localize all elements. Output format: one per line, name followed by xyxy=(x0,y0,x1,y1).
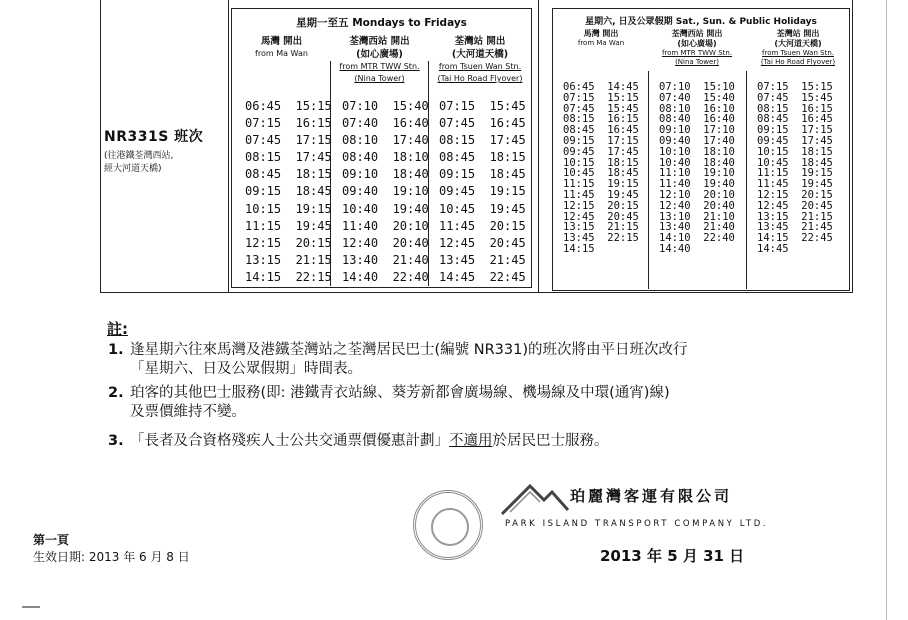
time-row: 14:45 22:45 xyxy=(439,269,526,284)
time-row: 08:10 17:40 xyxy=(342,133,429,148)
company-logo-icon xyxy=(500,476,570,518)
time-row: 09:15 18:45 xyxy=(439,167,526,182)
time-row: 11:40 19:40 xyxy=(659,178,735,191)
time-row: 13:40 21:40 xyxy=(659,221,735,234)
time-row: 11:45 19:45 xyxy=(757,178,833,191)
weekend-panel xyxy=(552,8,850,291)
time-row: 11:45 19:45 xyxy=(563,188,639,201)
time-row: 10:15 18:15 xyxy=(563,156,639,169)
issue-date: 2013 年 5 月 31 日 xyxy=(600,547,745,565)
time-row: 14:10 22:40 xyxy=(659,232,735,245)
note-emphasis: 不適用 xyxy=(449,433,493,449)
col-heading-zh-2: (如心廣場) xyxy=(356,49,403,60)
col-heading-zh: 荃灣站 開出 xyxy=(776,29,820,38)
time-row: 12:40 20:40 xyxy=(342,235,429,250)
col-heading-zh: 荃灣站 開出 xyxy=(454,36,506,47)
time-row: 14:15 22:15 xyxy=(245,269,332,284)
company-name-zh: 珀麗灣客運有限公司 xyxy=(570,487,733,505)
time-row: 11:15 19:45 xyxy=(245,218,332,233)
route-subtitle-1: (往港鐵荃灣西站, xyxy=(104,151,174,161)
note-item-3: 3. 「長者及合資格殘疾人士公共交通票價優惠計劃」不適用於居民巴士服務。 xyxy=(108,433,609,449)
time-row: 09:45 17:45 xyxy=(757,134,833,147)
weekday-col-mawan xyxy=(234,35,329,60)
time-row: 13:40 21:40 xyxy=(342,252,429,267)
col-heading-en: from Tsuen Wan Stn. xyxy=(438,62,522,71)
col-divider xyxy=(746,71,747,289)
time-row: 10:10 18:10 xyxy=(659,145,735,158)
time-row: 14:15 xyxy=(563,242,595,255)
company-name-en: PARK ISLAND TRANSPORT COMPANY LTD. xyxy=(505,519,769,529)
col-heading-en-2: (Tai Ho Road Flyover) xyxy=(760,58,836,66)
time-row: 11:10 19:10 xyxy=(659,167,735,180)
weekend-col-mawan xyxy=(555,29,647,48)
col-heading-zh: 馬灣 開出 xyxy=(260,36,303,47)
weekday-times-tw xyxy=(439,99,526,287)
weekday-header: 星期一至五 Mondays to Fridays xyxy=(296,17,467,29)
time-row: 12:10 20:10 xyxy=(659,188,735,201)
time-row: 08:45 16:45 xyxy=(563,124,639,137)
page-edge xyxy=(886,0,887,620)
route-subtitle-2: 經大河道天橋) xyxy=(104,164,162,174)
weekday-times-tww xyxy=(342,99,429,287)
time-row: 07:15 16:15 xyxy=(245,116,332,131)
time-row: 09:10 17:10 xyxy=(659,124,735,137)
col-heading-en: from Ma Wan xyxy=(255,49,308,58)
time-row: 07:15 15:45 xyxy=(439,99,526,113)
time-row: 14:15 22:45 xyxy=(757,232,833,245)
col-heading-zh: 馬灣 開出 xyxy=(583,29,619,38)
time-row: 07:45 16:45 xyxy=(439,116,526,131)
weekday-col-tw xyxy=(430,35,530,85)
notes-title: 註: xyxy=(107,320,128,338)
time-row: 11:45 20:15 xyxy=(439,218,526,233)
effective-date: 生效日期: 2013 年 6 月 8 日 xyxy=(33,550,190,564)
time-row: 07:15 15:15 xyxy=(563,91,639,104)
time-row: 10:45 19:45 xyxy=(439,201,526,216)
time-row: 09:15 17:15 xyxy=(757,124,833,137)
time-row: 11:15 19:15 xyxy=(563,178,639,191)
time-row: 13:15 21:15 xyxy=(563,221,639,234)
weekend-col-tww xyxy=(649,29,745,67)
weekday-panel xyxy=(231,8,532,288)
col-heading-zh: 荃灣西站 開出 xyxy=(671,29,723,38)
col-heading-zh-2: (大河道天橋) xyxy=(451,49,509,60)
time-row: 08:40 18:10 xyxy=(342,150,429,165)
note-text: 「長者及合資格殘疾人士公共交通票價優惠計劃」 xyxy=(130,433,449,449)
weekend-header: 星期六, 日及公眾假期 Sat., Sun. & Public Holidays xyxy=(585,17,817,27)
time-row: 12:40 20:40 xyxy=(659,199,735,212)
time-row: 10:40 19:40 xyxy=(342,201,429,216)
col-heading-zh-2: (大河道天橋) xyxy=(774,39,822,48)
note-text-end: 於居民巴士服務。 xyxy=(492,433,609,449)
time-row: 07:40 15:40 xyxy=(659,91,735,104)
time-row: 06:45 14:45 xyxy=(563,81,639,93)
company-seal-icon xyxy=(413,490,483,560)
weekend-times-tww xyxy=(659,81,735,254)
time-row: 10:15 19:15 xyxy=(245,201,332,216)
time-row: 12:15 20:15 xyxy=(245,235,332,250)
time-row: 09:15 17:15 xyxy=(563,134,639,147)
time-row: 08:15 16:15 xyxy=(563,113,639,126)
route-title: NR331S 班次 xyxy=(104,129,204,145)
time-row: 11:40 20:10 xyxy=(342,218,429,233)
weekend-col-tw xyxy=(747,29,849,67)
time-row: 11:15 19:15 xyxy=(757,167,833,180)
time-row: 09:15 18:45 xyxy=(245,184,332,199)
time-row: 07:45 15:45 xyxy=(757,91,833,104)
time-row: 08:10 16:10 xyxy=(659,102,735,115)
time-row: 09:45 17:45 xyxy=(563,145,639,158)
col-heading-zh: 荃灣西站 開出 xyxy=(349,36,410,47)
time-row: 08:15 17:45 xyxy=(245,150,332,165)
time-row: 09:10 18:40 xyxy=(342,167,429,182)
time-row: 12:45 20:45 xyxy=(439,235,526,250)
note-item-2: 2. 珀客的其他巴士服務(即: 港鐵青衣站線、葵芳新都會廣場線、機場線及中環(通宵)線) 及票價維持不變。 xyxy=(108,384,848,422)
time-row: 07:15 15:15 xyxy=(757,81,833,93)
time-row: 08:45 18:15 xyxy=(245,167,332,182)
col-heading-en-2: (Nina Tower) xyxy=(675,58,719,66)
note-text: 逢星期六往來馬灣及港鐵荃灣站之荃灣居民巴士(編號 NR331)的班次將由平日班次改行 xyxy=(130,342,688,358)
time-row: 13:45 22:15 xyxy=(563,232,639,245)
time-row: 14:40 xyxy=(659,242,691,255)
note-text-cont: 「星期六、日及公眾假期」時間表。 xyxy=(130,361,362,377)
col-heading-en: from Tsuen Wan Stn. xyxy=(762,49,834,57)
time-row: 14:40 22:40 xyxy=(342,269,429,284)
col-heading-en-2: (Tai Ho Road Flyover) xyxy=(437,74,523,83)
col-heading-zh-2: (如心廣場) xyxy=(677,39,717,48)
time-row: 09:40 19:10 xyxy=(342,184,429,199)
time-row: 08:45 18:15 xyxy=(439,150,526,165)
scan-mark xyxy=(22,606,40,608)
weekend-times-mawan xyxy=(563,81,639,254)
col-divider xyxy=(648,71,649,289)
route-cell xyxy=(104,126,229,176)
time-row: 08:15 16:15 xyxy=(757,102,833,115)
time-row: 09:45 19:15 xyxy=(439,184,526,199)
time-row: 12:15 20:15 xyxy=(563,199,639,212)
time-row: 06:45 15:15 xyxy=(245,99,332,113)
time-row: 12:45 20:45 xyxy=(563,210,639,223)
time-row: 08:15 17:45 xyxy=(439,133,526,148)
time-row: 13:45 21:45 xyxy=(439,252,526,267)
time-row: 13:15 21:15 xyxy=(757,210,833,223)
time-row: 07:45 17:15 xyxy=(245,133,332,148)
time-row: 07:10 15:10 xyxy=(659,81,735,93)
time-row: 13:45 21:45 xyxy=(757,221,833,234)
section-divider xyxy=(538,0,539,293)
time-row: 08:40 16:40 xyxy=(659,113,735,126)
note-text: 珀客的其他巴士服務(即: 港鐵青衣站線、葵芳新都會廣場線、機場線及中環(通宵)線) xyxy=(130,385,670,401)
time-row: 10:15 18:15 xyxy=(757,145,833,158)
time-row: 10:45 18:45 xyxy=(563,167,639,180)
time-row: 14:45 xyxy=(757,242,789,255)
time-row: 08:45 16:45 xyxy=(757,113,833,126)
weekend-times-tw xyxy=(757,81,833,254)
note-item-1: 1. 逢星期六往來馬灣及港鐵荃灣站之荃灣居民巴士(編號 NR331)的班次將由平日班次改行 「星期六、日及公眾假期」時間表。 xyxy=(108,341,848,379)
time-row: 12:45 20:45 xyxy=(757,199,833,212)
col-heading-en: from Ma Wan xyxy=(577,39,625,47)
time-row: 13:15 21:15 xyxy=(245,252,332,267)
time-row: 07:45 15:45 xyxy=(563,102,639,115)
col-heading-en: from MTR TWW Stn. xyxy=(339,62,420,71)
col-heading-en-2: (Nina Tower) xyxy=(354,74,405,83)
col-heading-en: from MTR TWW Stn. xyxy=(661,49,733,57)
time-row: 10:40 18:40 xyxy=(659,156,735,169)
time-row: 07:10 15:40 xyxy=(342,99,429,113)
time-row: 07:40 16:40 xyxy=(342,116,429,131)
weekday-times-mawan xyxy=(245,99,332,287)
page-number: 第一頁 xyxy=(33,533,70,547)
note-text-cont: 及票價維持不變。 xyxy=(130,404,246,420)
time-row: 13:10 21:10 xyxy=(659,210,735,223)
time-row: 10:45 18:45 xyxy=(757,156,833,169)
weekday-col-tww xyxy=(332,35,427,85)
time-row: 12:15 20:15 xyxy=(757,188,833,201)
time-row: 09:40 17:40 xyxy=(659,134,735,147)
